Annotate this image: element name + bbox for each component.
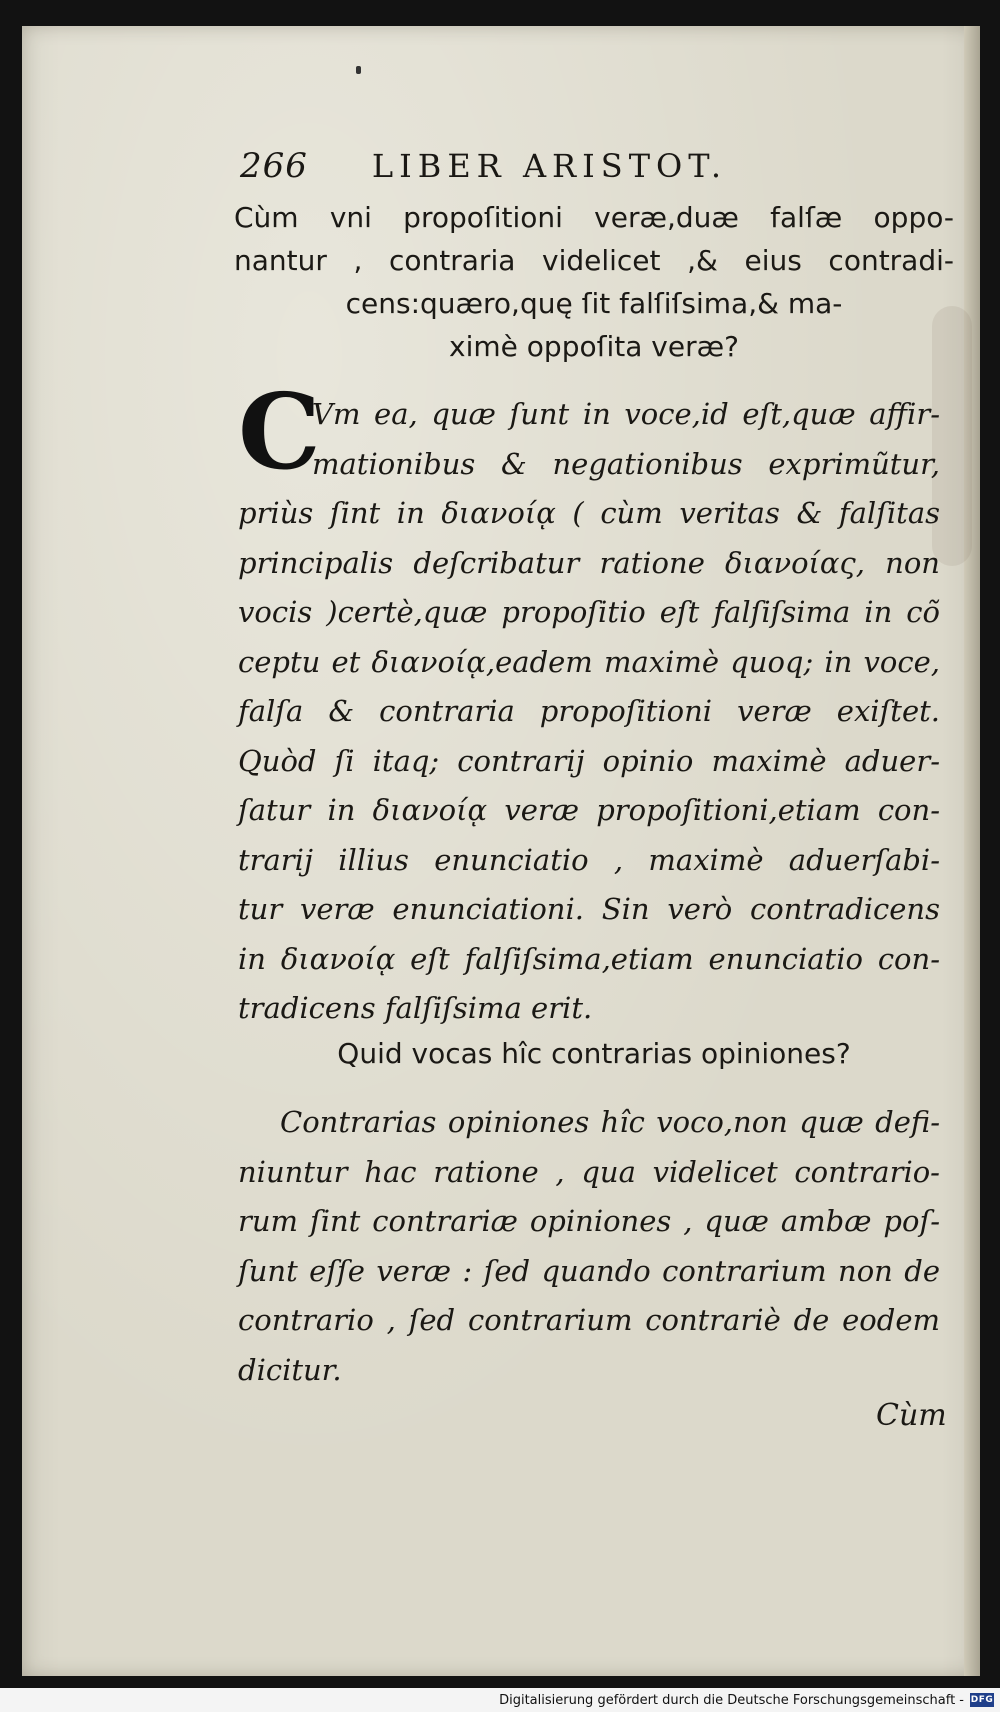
question-line: ximè oppoſita veræ? <box>449 330 739 363</box>
answer-line: Quòd ſi itaq; contrarij opinio maximè aduer- <box>238 743 940 778</box>
question-line: cens:quæro,quę ſit falſiſsima,& ma- <box>345 287 843 320</box>
answer-line: ſatur in διανοίᾳ veræ propoſitioni,etiam con- <box>238 793 940 827</box>
answer-line: Contrarias opiniones hîc voco,non quæ defi- <box>280 1105 940 1139</box>
page-number: 266 <box>240 146 308 186</box>
answer-line: tradicens falſiſsima erit. <box>238 991 593 1025</box>
answer-line: niuntur hac ratione , qua videlicet contrario- <box>238 1154 940 1189</box>
answer-line: dicitur. <box>238 1352 342 1387</box>
catchword: Cùm <box>876 1398 947 1433</box>
answer-2 <box>238 1098 940 1395</box>
answer-line: mationibus & negationibus exprimũtur, <box>312 446 940 481</box>
dfg-logo-icon: DFG <box>970 1695 994 1705</box>
answer-line: ceptu et διανοίᾳ,eadem maximè quoq; in voce, <box>238 644 940 679</box>
answer-line: trarij illius enunciatio , maximè aduerſabi- <box>238 842 940 877</box>
answer-line: contrario , ſed contrarium contrariè de eodem <box>238 1303 940 1337</box>
answer-line: falſa & contraria propoſitioni veræ exiſtet. <box>238 694 940 728</box>
answer-line: tur veræ enunciationi. Sin verò contradicens <box>238 892 940 926</box>
drop-initial: C <box>238 370 321 493</box>
answer-1 <box>238 390 940 1034</box>
digitization-footer <box>0 1688 1000 1712</box>
ink-mark <box>356 66 361 74</box>
answer-line: in διανοίᾳ eſt falſiſsima,etiam enunciatio con- <box>238 941 940 976</box>
page-header <box>240 146 800 190</box>
answer-line: principalis deſcribatur ratione διανοίας, non <box>238 545 940 580</box>
question-1 <box>234 196 954 368</box>
answer-line: ſunt eſſe veræ : ſed quando contrarium non de <box>238 1253 940 1288</box>
answer-line: vocis )certè,quæ propoſitio eſt falſiſsima in cõ <box>238 595 940 629</box>
question-line: Quid vocas hîc contrarias opiniones? <box>337 1037 851 1070</box>
running-title: LIBER ARISTOT. <box>371 147 728 185</box>
question-line: Cùm vni propoſitioni veræ,duæ falſæ oppo- <box>234 201 954 234</box>
answer-line: rum ſint contrariæ opiniones , quæ ambæ poſ- <box>238 1204 940 1238</box>
answer-line: priùs ſint in διανοίᾳ ( cùm veritas & falſitas <box>238 496 940 530</box>
question-line: nantur , contraria videlicet ,& eius contradi- <box>234 244 954 277</box>
answer-line: Vm ea, quæ ſunt in voce,id eſt,quæ affir- <box>312 397 940 431</box>
page-edge <box>964 26 980 1676</box>
footer-credit: Digitalisierung gefördert durch die Deutsche Forschungsgemeinschaft - <box>499 1692 964 1708</box>
question-2 <box>234 1032 954 1075</box>
